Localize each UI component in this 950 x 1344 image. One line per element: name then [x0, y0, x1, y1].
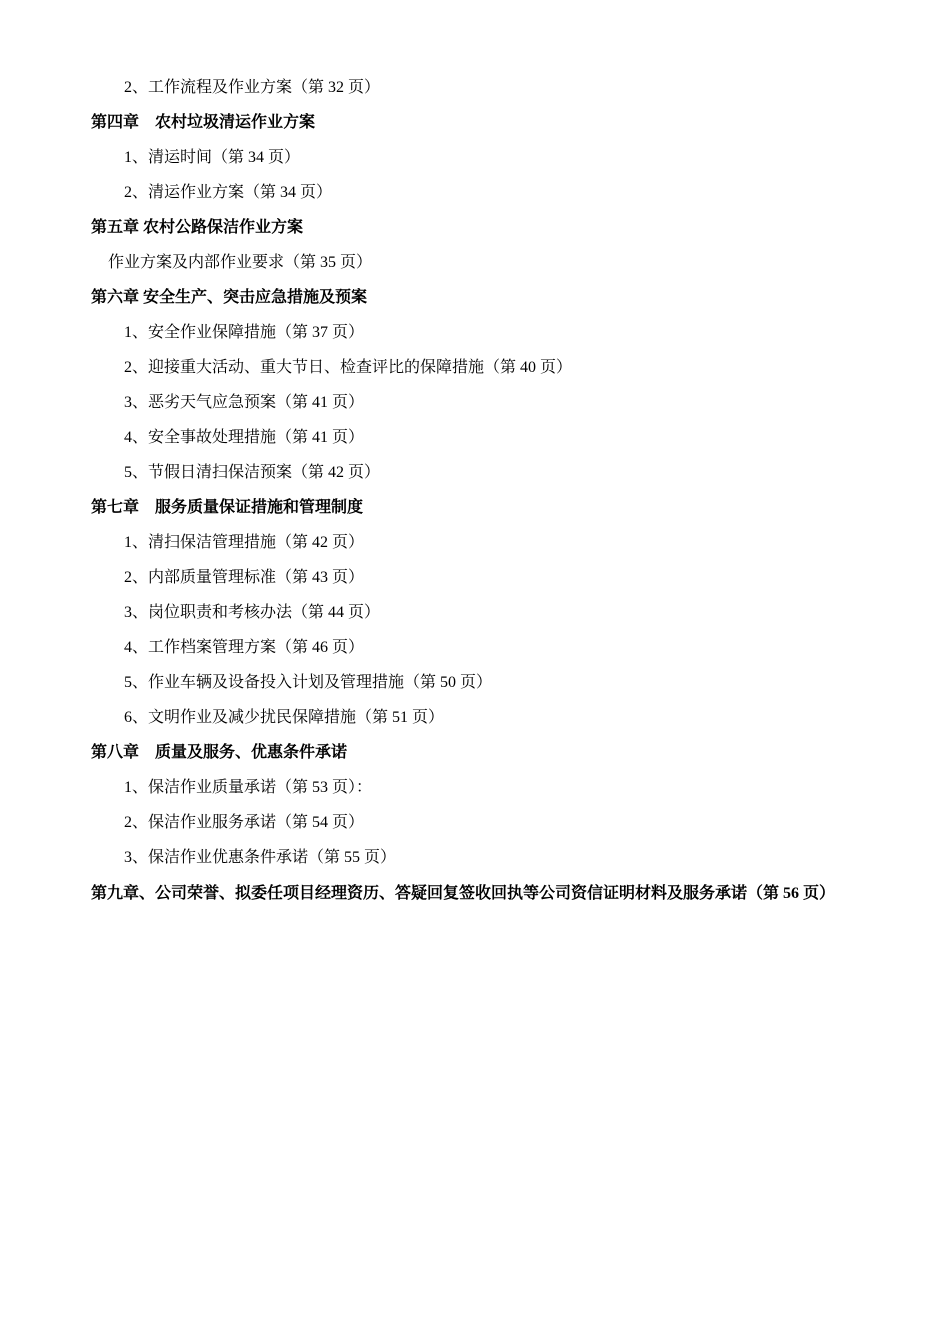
toc-item: 1、安全作业保障措施（第 37 页）	[124, 324, 365, 341]
toc-item: 2、迎接重大活动、重大节日、检查评比的保障措施（第 40 页）	[124, 359, 573, 376]
toc-chapter-heading: 第八章 质量及服务、优惠条件承诺	[91, 744, 348, 761]
toc-item: 1、清扫保洁管理措施（第 42 页）	[124, 534, 365, 551]
toc-item: 2、清运作业方案（第 34 页）	[124, 184, 333, 201]
toc-item: 3、恶劣天气应急预案（第 41 页）	[124, 394, 365, 411]
toc-chapter-heading: 第五章 农村公路保洁作业方案	[91, 219, 304, 236]
toc-final-chapter-heading: 第九章、公司荣誉、拟委任项目经理资历、答疑回复签收回执等公司资信证明材料及服务承诺（第 56 页）	[91, 885, 836, 902]
toc-item: 2、保洁作业服务承诺（第 54 页）	[124, 814, 365, 831]
toc-item: 1、保洁作业质量承诺（第 53 页）：	[124, 779, 373, 796]
toc-item: 2、工作流程及作业方案（第 32 页）	[124, 79, 381, 96]
toc-item: 作业方案及内部作业要求（第 35 页）	[108, 254, 373, 271]
toc-item: 5、节假日清扫保洁预案（第 42 页）	[124, 464, 381, 481]
toc-item: 3、保洁作业优惠条件承诺（第 55 页）	[124, 849, 397, 866]
toc-item: 4、安全事故处理措施（第 41 页）	[124, 429, 365, 446]
toc-item: 3、岗位职责和考核办法（第 44 页）	[124, 604, 381, 621]
toc-chapter-heading: 第六章 安全生产、突击应急措施及预案	[91, 289, 368, 306]
toc-chapter-heading: 第四章 农村垃圾清运作业方案	[91, 114, 316, 131]
toc-item: 5、作业车辆及设备投入计划及管理措施（第 50 页）	[124, 674, 493, 691]
toc-item: 2、内部质量管理标准（第 43 页）	[124, 569, 365, 586]
toc-chapter-heading: 第七章 服务质量保证措施和管理制度	[91, 499, 364, 516]
toc-item: 6、文明作业及减少扰民保障措施（第 51 页）	[124, 709, 445, 726]
toc-item: 1、清运时间（第 34 页）	[124, 149, 301, 166]
toc-item: 4、工作档案管理方案（第 46 页）	[124, 639, 365, 656]
table-of-contents	[91, 70, 871, 913]
